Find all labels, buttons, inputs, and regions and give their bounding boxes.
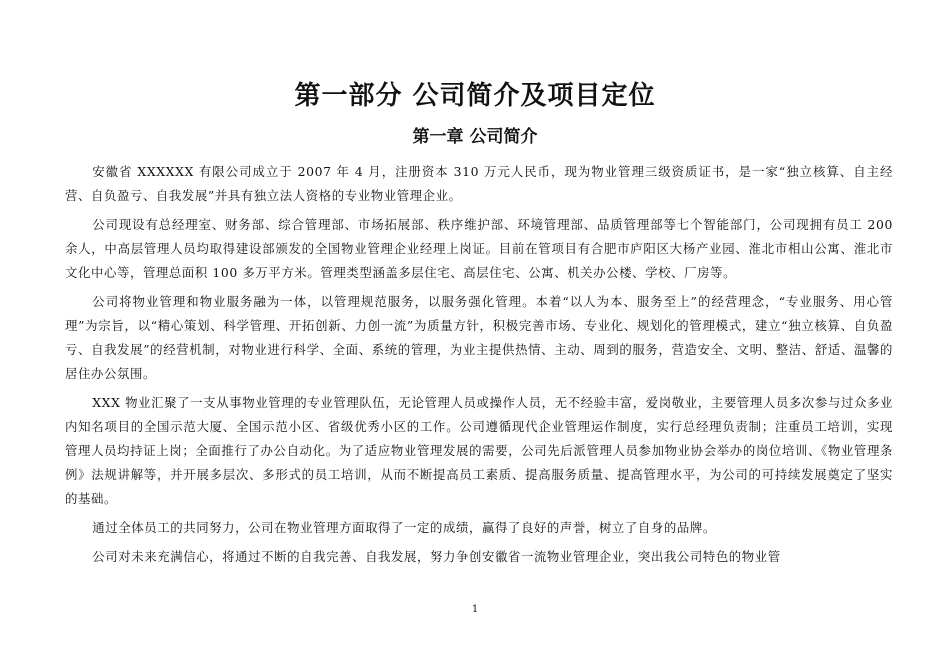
paragraph-6: 公司对未来充满信心，将通过不断的自我完善、自我发展，努力争创安徽省一流物业管理企业，突出我公司特色的物业管 [92, 549, 781, 564]
paragraph-5: 通过全体员工的共同努力，公司在物业管理方面取得了一定的成绩，赢得了良好的声誉，树立了自身的品牌。 [92, 520, 716, 535]
chapter-title: 第一章 公司简介 [412, 127, 538, 147]
paragraph-4: XXX 物业汇聚了一支从事物业管理的专业管理队伍，无论管理人员或操作人员，无不经验丰富，爱岗敬业，主要管理人员多次参与过众多业内知名项目的全国示范大厦、全国示范小区、省级优秀小区的工作。公司遵循现代企业管理运作制度，实行总经理负责制；注重员工培训，实现管理人员均持证上岗；全面推行了办公自动化。为了适应物业管理发展的需要，公司先后派管理人员参加物业协会举办的岗位培训、《物业管理条例》法规讲解等，并开展多层次、多形式的员工培训，从而不断提高员工素质、提高服务质量、提高管理水平，为公司的可持续发展奠定了坚实的基础。 [65, 395, 893, 506]
paragraph-3: 公司将物业管理和物业服务融为一体，以管理规范服务，以服务强化管理。本着“以人为本、服务至上”的经营理念，“专业服务、用心管理”为宗旨，以“精心策划、科学管理、开拓创新、力创一流”为质量方针，积极完善市场、专业化、规划化的管理模式，建立“独立核算、自负盈亏、自我发展”的经营机制，对物业进行科学、全面、系统的管理，为业主提供热情、主动、周到的服务，营造安全、文明、整洁、舒适、温馨的居住办公氛围。 [65, 294, 893, 381]
paragraph-1: 安徽省 XXXXXX 有限公司成立于 2007 年 4 月，注册资本 310 万元人民币，现为物业管理三级资质证书，是一家“独立核算、自主经营、自负盈亏、自我发展”并具有独立法人资格的专业物业管理企业。 [65, 164, 893, 203]
page-number: 1 [471, 604, 479, 615]
part-title: 第一部分 公司简介及项目定位 [294, 81, 656, 111]
body-text [65, 160, 893, 574]
paragraph-2: 公司现设有总经理室、财务部、综合管理部、市场拓展部、秩序维护部、环境管理部、品质管理部等七个智能部门，公司现拥有员工 200 余人，中高层管理人员均取得建设部颁发的全国物业管理企业经理上岗证。目前在管项目有合肥市庐阳区大杨产业园、淮北市相山公寓、淮北市文化中心等，管理总面积 100 多万平方米。管理类型涵盖多层住宅、高层住宅、公寓、机关办公楼、学校、厂房等。 [65, 217, 893, 280]
